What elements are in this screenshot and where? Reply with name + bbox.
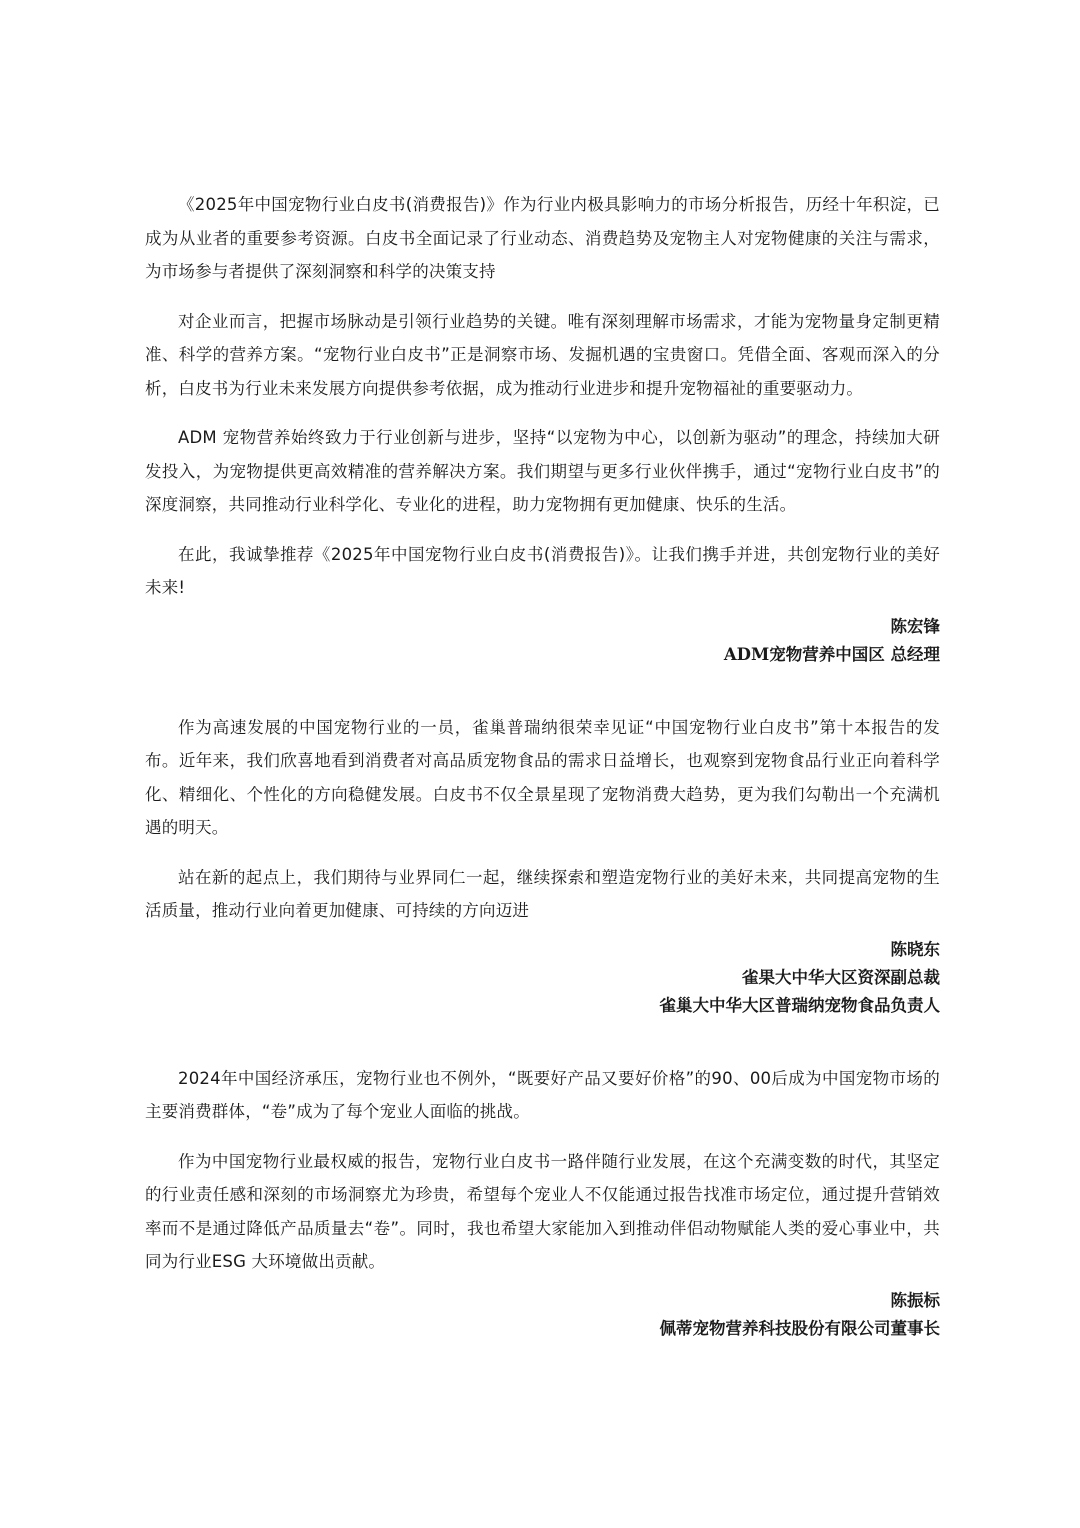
paragraph: 站在新的起点上，我们期待与业界同仁一起，继续探索和塑造宠物行业的美好未来，共同提高宠物的生活质量，推动行业向着更加健康、可持续的方向迈进 (145, 867, 940, 920)
signature-name: 陈宏锋 (890, 616, 940, 636)
signature-block (145, 936, 940, 1020)
paragraph: 对企业而言，把握市场脉动是引领行业趋势的关键。唯有深刻理解市场需求，才能为宠物量身定制更精准、科学的营养方案。“宠物行业白皮书”正是洞察市场、发掘机遇的宝贵窗口。凭借全面、客观而深入的分析，白皮书为行业未来发展方向提供参考依据，成为推动行业进步和提升宠物福祉的重要驱动力。 (145, 311, 940, 398)
signature-block (145, 1287, 940, 1343)
foreword-section-3 (145, 1062, 940, 1343)
signature-title: 雀果大中华大区资深副总裁 (742, 967, 940, 987)
signature-block (145, 613, 940, 669)
foreword-section-2 (145, 711, 940, 1020)
signature-name: 陈振标 (890, 1290, 940, 1310)
signature-name: 陈晓东 (890, 939, 940, 959)
paragraph: 2024年中国经济承压，宠物行业也不例外，“既要好产品又要好价格”的90、00后成为中国宠物市场的主要消费群体，“卷”成为了每个宠业人面临的挑战。 (145, 1068, 940, 1121)
paragraph: 作为中国宠物行业最权威的报告，宠物行业白皮书一路伴随行业发展，在这个充满变数的时代，其坚定的行业责任感和深刻的市场洞察尤为珍贵，希望每个宠业人不仅能通过报告找准市场定位，通过提升营销效率而不是通过降低产品质量去“卷”。同时，我也希望大家能加入到推动伴侣动物赋能人类的爱心事业中，共同为行业ESG 大环境做出贡献。 (145, 1151, 940, 1271)
signature-title: 佩蒂宠物营养科技股份有限公司董事长 (659, 1318, 940, 1338)
foreword-section-1 (145, 188, 940, 669)
signature-title: ADM宠物营养中国区 总经理 (723, 644, 940, 664)
signature-title: 雀巢大中华大区普瑞纳宠物食品负责人 (659, 995, 940, 1015)
paragraph: ADM 宠物营养始终致力于行业创新与进步，坚持“以宠物为中心，以创新为驱动”的理念，持续加大研发投入，为宠物提供更高效精准的营养解决方案。我们期望与更多行业伙伴携手，通过“宠物行业白皮书”的深度洞察，共同推动行业科学化、专业化的进程，助力宠物拥有更加健康、快乐的生活。 (145, 428, 940, 514)
paragraph: 《2025年中国宠物行业白皮书(消费报告)》作为行业内极具影响力的市场分析报告，历经十年积淀，已成为从业者的重要参考资源。白皮书全面记录了行业动态、消费趋势及宠物主人对宠物健康的关注与需求，为市场参与者提供了深刻洞察和科学的决策支持 (145, 195, 940, 281)
paragraph: 作为高速发展的中国宠物行业的一员，雀巢普瑞纳很荣幸见证“中国宠物行业白皮书”第十本报告的发布。近年来，我们欣喜地看到消费者对高品质宠物食品的需求日益增长，也观察到宠物食品行业正向着科学化、精细化、个性化的方向稳健发展。白皮书不仅全景星现了宠物消费大趋势，更为我们勾勒出一个充满机遇的明天。 (145, 717, 940, 837)
document-body (145, 188, 940, 1343)
paragraph: 在此，我诚挚推荐《2025年中国宠物行业白皮书(消费报告)》。让我们携手并进，共创宠物行业的美好未来! (145, 544, 940, 597)
